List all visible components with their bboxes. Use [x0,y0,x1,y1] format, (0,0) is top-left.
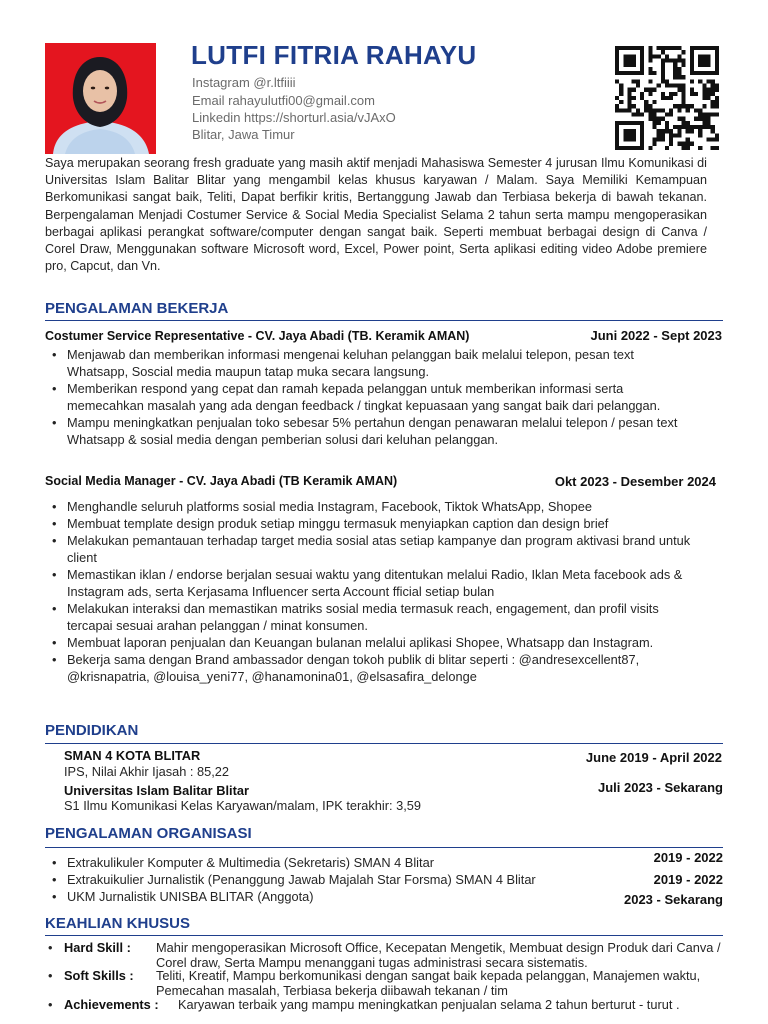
skill-text: Karyawan terbaik yang mampu meningkatkan penjualan selama 2 tahun berturut - turut . [178,997,680,1012]
organization-date: 2023 - Sekarang [623,892,723,907]
organization-list [45,854,615,905]
list-item: • UKM Jurnalistik UNISBA BLITAR (Anggota) [45,888,615,905]
list-item: • Bekerja sama dengan Brand ambassador dengan tokoh publik di blitar seperti : @andresexcellent87, @krisnapatria, @louisa_yeni77, @hanamonina01, @elsasafira_delonge [45,651,700,685]
list-item: • Extrakulikuler Komputer & Multimedia (Sekretaris) SMAN 4 Blitar [45,854,615,871]
skill-label: Achievements : [64,997,159,1012]
job-bullet-list [45,346,695,448]
candidate-name: LUTFI FITRIA RAHAYU [191,40,477,70]
job-title: Costumer Service Representative - CV. Jaya Abadi (TB. Keramik AMAN) [45,329,470,343]
section-title-education: PENDIDIKAN [45,722,139,739]
school-name: Universitas Islam Balitar Blitar [64,783,249,798]
bullet: • [48,968,53,983]
section-divider [45,743,723,744]
section-title-organization: PENGALAMAN ORGANISASI [45,825,252,842]
email-address[interactable]: Email rahayulutfi00@gmail.com [192,93,375,108]
job-bullet-list [45,498,700,685]
bullet: • [48,940,53,955]
job-date: Okt 2023 - Desember 2024 [554,474,716,489]
profile-photo [45,43,156,154]
list-item: • Melakukan pemantauan terhadap target media sosial atas setiap kampanye dan program aktivasi brand untuk client [45,532,700,566]
location: Blitar, Jawa Timur [192,127,295,142]
job-title: Social Media Manager - CV. Jaya Abadi (TB Keramik AMAN) [45,474,398,488]
skill-label: Soft Skills : [64,968,134,983]
section-divider [45,320,723,321]
list-item: • Melakukan interaksi dan memastikan matriks sosial media termasuk reach, engagement, dan profil visits tercapai sesuai arahan pelanggan / minat konsumen. [45,600,700,634]
instagram-handle[interactable]: Instagram @r.ltfiiii [192,75,296,90]
skill-text: Teliti, Kreatif, Mampu berkomunikasi dengan sangat baik kepada pelanggan, Manajemen waktu, Pemecahan masalah, Terbiasa bekerja diibawah tekanan / tim [156,968,701,998]
skill-label: Hard Skill : [64,940,131,955]
qr-code-icon [615,46,719,150]
bullet: • [48,997,53,1012]
job-date: Juni 2022 - Sept 2023 [590,328,722,343]
organization-date: 2019 - 2022 [653,850,723,865]
school-detail: S1 Ilmu Komunikasi Kelas Karyawan/malam, IPK terakhir: 3,59 [64,798,422,813]
list-item: • Menjawab dan memberikan informasi mengenai keluhan pelanggan baik melalui telepon, pesan text Whatsapp, Soscial media maupun tatap muka secara langsung. [45,346,695,380]
list-item: • Membuat laporan penjualan dan Keuangan bulanan melalui aplikasi Shopee, Whatsapp dan Instagram. [45,634,700,651]
list-item: • Memberikan respond yang cepat dan ramah kepada pelanggan untuk memberikan informasi serta memecahkan masalah yang ada dengan feedback / tingkat kepuasaan yang sangat baik dari pelanggan. [45,380,695,414]
section-divider [45,935,723,936]
section-divider [45,847,723,848]
profile-summary: Saya merupakan seorang fresh graduate yang masih aktif menjadi Mahasiswa Semester 4 jurusan Ilmu Komunikasi di Universitas Islam Balitar Blitar yang mengambil kelas khusus karyawan / Malam. Saya Memiliki Kemampuan Berkomunikasi sangat baik, Teliti, Dapat berfikir kritis, Bertanggung Jawab dan Terbiasa bekerja di bawah tekanan. Berpengalaman Menjadi Costumer Service & Social Media Specialist Selama 2 tahun serta mampu mengoperasikan berbagai aplikasi perangkat software/computer dengan sangat baik. Seperti membuat berbagai design di Canva / Corel Draw, Menggunakan software Microsoft word, Excel, Power point, Serta aplikasi editing video Adobe premiere pro, Capcut, dan Vn. [45,156,707,274]
organization-date: 2019 - 2022 [653,872,723,887]
list-item: • Mampu meningkatkan penjualan toko sebesar 5% pertahun dengan penawaran melalui telepon / pesan text Whatsapp & sosial media dengan pemberian solusi dari keluhan pelanggan. [45,414,695,448]
list-item: • Memastikan iklan / endorse berjalan sesuai waktu yang ditentukan melalui Radio, Iklan Meta facebook ads & Instagram ads, serta Kerjasama Influencer serta Account fficial setiap bulan [45,566,700,600]
school-name: SMAN 4 KOTA BLITAR [64,748,201,763]
skill-text: Mahir mengoperasikan Microsoft Office, Kecepatan Mengetik, Membuat design Produk dari Canva / Corel draw, Serta Mampu menanggani tugas administrasi secara sistematis. [156,940,721,970]
school-detail: IPS, Nilai Akhir Ijasah : 85,22 [64,764,230,779]
linkedin-link[interactable]: Linkedin https://shorturl.asia/vJAxO [192,110,396,125]
education-date: June 2019 - April 2022 [585,750,722,765]
list-item: • Extrakuikulier Jurnalistik (Penanggung Jawab Majalah Star Forsma) SMAN 4 Blitar [45,871,615,888]
list-item: • Menghandle seluruh platforms sosial media Instagram, Facebook, Tiktok WhatsApp, Shopee [45,498,700,515]
list-item: • Membuat template design produk setiap minggu termasuk menyiapkan caption dan design brief [45,515,700,532]
section-title-experience: PENGALAMAN BEKERJA [45,300,229,317]
education-date: Juli 2023 - Sekarang [597,780,723,795]
section-title-skills: KEAHLIAN KHUSUS [45,915,191,932]
